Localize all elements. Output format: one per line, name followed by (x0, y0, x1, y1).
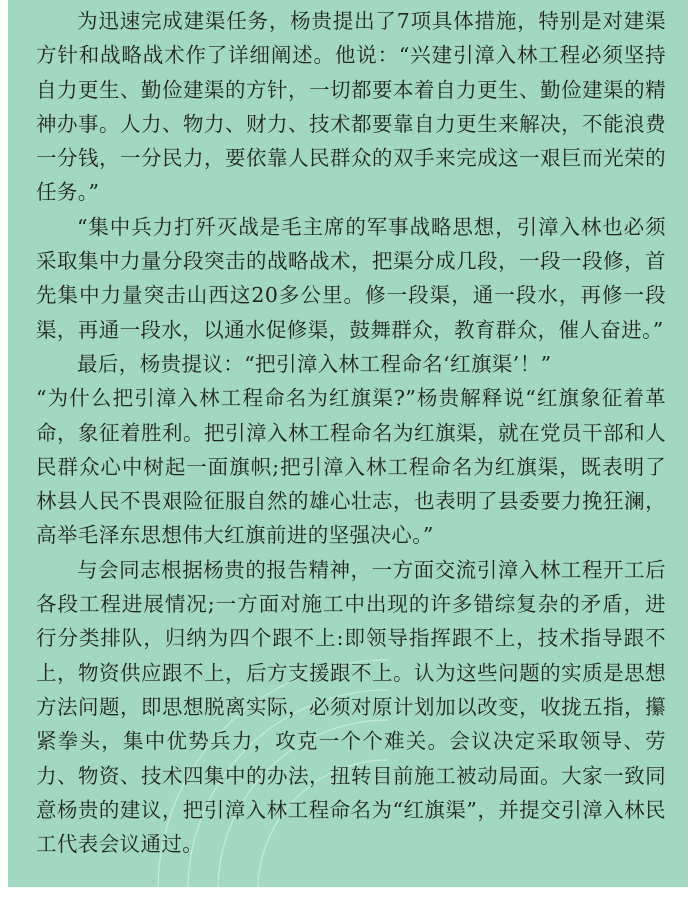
article-body (36, 4, 666, 861)
paragraph-measures: 为迅速完成建渠任务，杨贵提出了7项具体措施，特别是对建渠方针和战略战术作了详细阐述。他说：“兴建引漳入林工程必须坚持自力更生、勤俭建渠的方针，一切都要本着自力更生、勤俭建渠的精神办事。人力、物力、财力、技术都要靠自力更生来解决，不能浪费一分钱，一分民力，要依靠人民群众的双手来完成这一艰巨而光荣的任务。” (36, 9, 666, 205)
article-panel (8, 0, 688, 887)
paragraph-explanation: “为什么把引漳入林工程命名为红旗渠?”杨贵解释说“红旗象征着革命，象征着胜利。把引漳入林工程命名为红旗渠，就在党员干部和人民群众心中树起一面旗帜;把引漳入林工程命名为红旗渠，既表明了林县人民不畏艰险征服自然的雄心壮志，也表明了县委要力挽狂澜，高举毛泽东思想伟大红旗前进的坚强决心。” (36, 386, 666, 548)
paragraph-strategy: “集中兵力打歼灭战是毛主席的军事战略思想，引漳入林也必须采取集中力量分段突击的战略战术，把渠分成几段，一段一段修，首先集中力量突击山西这20多公里。修一段渠，通一段水，再修一段渠，再通一段水，以通水促修渠，鼓舞群众，教育群众，催人奋进。” (36, 214, 666, 342)
paragraph-proposal: 最后，杨贵提议：“把引漳入林工程命名‘红旗渠’！” (77, 351, 552, 376)
paragraph-meeting: 与会同志根据杨贵的报告精神，一方面交流引漳入林工程开工后各段工程进展情况;一方面对施工中出现的许多错综复杂的矛盾，进行分类排队，归纳为四个跟不上:即领导指挥跟不上，技术指导跟不上，物资供应跟不上，后方支援跟不上。认为这些问题的实质是思想方法问题，即思想脱离实际，必须对原计划加以改变，收拢五指，攥紧拳头，集中优势兵力，攻克一个个难关。会议决定采取领导、劳力、物资、技术四集中的办法，扭转目前施工被动局面。大家一致同意杨贵的建议，把引漳入林工程命名为“红旗渠”，并提交引漳入林民工代表会议通过。 (36, 557, 666, 857)
